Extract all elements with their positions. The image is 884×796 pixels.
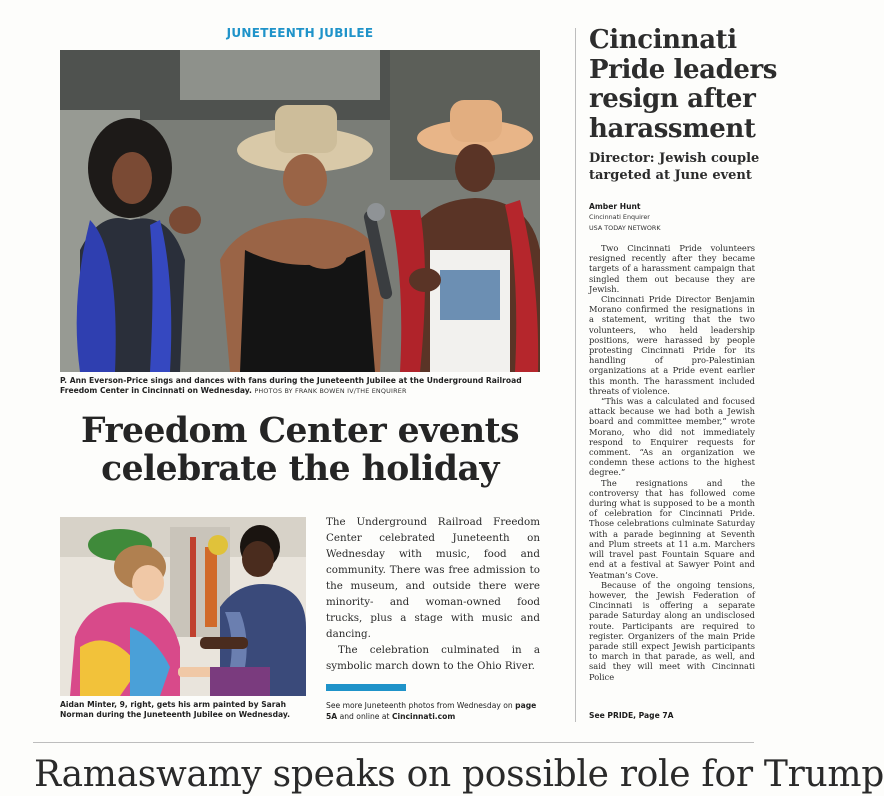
section-kicker: JUNETEENTH JUBILEE bbox=[226, 26, 374, 40]
main-photo-caption bbox=[60, 376, 540, 396]
side-article-body bbox=[589, 243, 755, 682]
accent-bar bbox=[326, 684, 406, 691]
more-photos-note bbox=[326, 700, 546, 722]
more-photos-text: See more Juneteenth photos from Wednesday on bbox=[326, 701, 513, 710]
main-headline: Freedom Center events celebrate the holiday bbox=[80, 411, 520, 489]
body-paragraph: The resignations and the controversy that has followed come during what is supposed to be a month of celebration for Cincinnati Pride. Those celebrations culminate Saturday with a parade beginning at Seventh and Plum streets at 11 a.m. Marchers will travel past Fountain Square and end at a festival at Sawyer Point and Yeatman’s Cove. bbox=[589, 477, 755, 580]
caption-text: P. Ann Everson-Price sings and dances with fans during the Juneteenth Jubilee at the Underground Railroad Freedom Center in Cincinnati on Wednesday. bbox=[60, 376, 522, 395]
author-network: USA TODAY NETWORK bbox=[589, 224, 661, 232]
column-divider bbox=[575, 28, 576, 722]
author-outlet: Cincinnati Enquirer bbox=[589, 213, 650, 221]
body-paragraph: Because of the ongoing tensions, however, the Jewish Federation of Cincinnati is offering a separate parade Saturday along an undisclosed route. Participants are required to register. Organizers of the main Pride parade still expect Jewish participants to march in that parade, as well, and said they will meet with Cincinnati Police bbox=[589, 579, 755, 682]
body-paragraph: Cincinnati Pride Director Benjamin Morano confirmed the resignations in a statement, writing that the two volunteers, who held leadership positions, were harassed by people protesting Cincinnati Pride for its handling of pro-Palestinian organizations at a Pride event earlier this month. The harassment included threats of violence. bbox=[589, 294, 755, 396]
body-paragraph: “This was a calculated and focused attack because we had both a Jewish board and committee member,” wrote Morano, who did not immediately respond to Enquirer requests for comment. “As an organization we condemn these actions to the highest degree.” bbox=[589, 396, 755, 478]
main-photo bbox=[60, 50, 540, 372]
body-paragraph: Two Cincinnati Pride volunteers resigned recently after they became targets of a harassment campaign that singled them out because they are Jewish. bbox=[589, 243, 755, 294]
main-article-body bbox=[326, 514, 540, 674]
secondary-photo bbox=[60, 517, 306, 696]
section-divider bbox=[33, 742, 754, 743]
body-paragraph: The celebration culminated in a symbolic march down to the Ohio River. bbox=[326, 644, 540, 672]
photo-credit: PHOTOS BY FRANK BOWEN IV/THE ENQUIRER bbox=[254, 387, 407, 395]
author-name: Amber Hunt bbox=[589, 202, 641, 211]
side-headline: Cincinnati Pride leaders resign after harassment bbox=[589, 25, 778, 144]
jump-link[interactable]: See PRIDE, Page 7A bbox=[589, 711, 674, 720]
byline bbox=[589, 201, 769, 234]
page-reference-link[interactable]: page 5A bbox=[326, 701, 537, 721]
website-link[interactable]: Cincinnati.com bbox=[391, 712, 456, 721]
side-subheadline: Director: Jewish couple targeted at June event bbox=[589, 151, 760, 183]
bottom-headline: Ramaswamy speaks on possible role for Trump bbox=[34, 754, 884, 795]
more-photos-mid: and online at bbox=[339, 712, 390, 721]
body-paragraph: The Underground Railroad Freedom Center celebrated Juneteenth on Wednesday with music, food and community. There was free admission to the museum, and outside there were minority- and woman-owned food trucks, plus a stage with music and dancing. bbox=[326, 516, 540, 640]
secondary-photo-caption: Aidan Minter, 9, right, gets his arm painted by Sarah Norman during the Juneteenth Jubilee on Wednesday. bbox=[60, 700, 291, 719]
